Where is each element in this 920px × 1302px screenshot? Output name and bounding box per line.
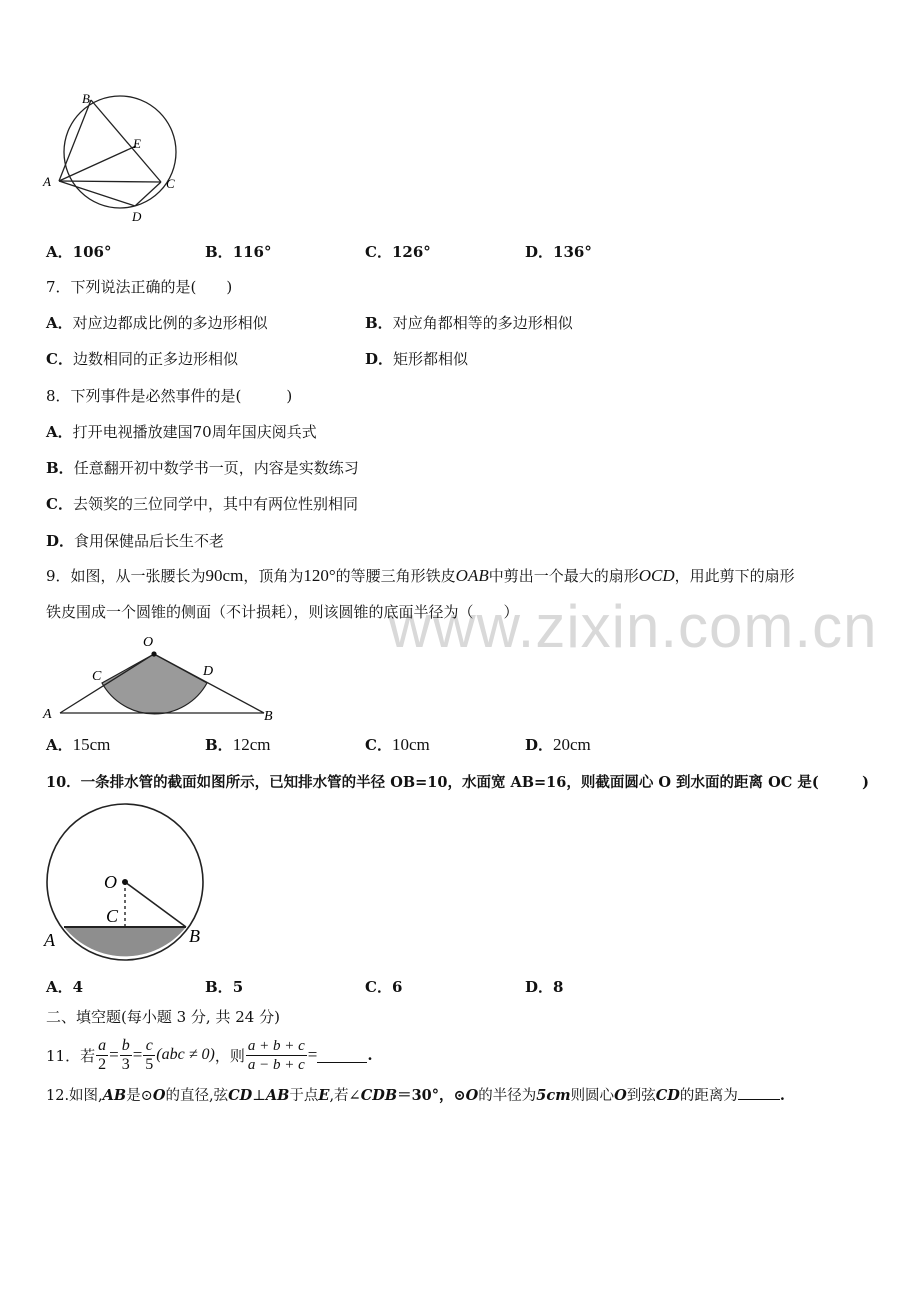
sector-figure-q9 bbox=[38, 630, 288, 730]
q9-option-d[interactable]: D．20cm bbox=[525, 735, 591, 754]
q7-option-c[interactable]: C．边数相同的正多边形相似 bbox=[46, 350, 238, 368]
q9-option-b[interactable]: B．12cm bbox=[205, 735, 271, 754]
q10-option-d[interactable]: D．8 bbox=[525, 978, 564, 996]
point-label-e: E bbox=[133, 136, 141, 151]
q8-option-a[interactable]: A．打开电视播放建国70周年国庆阅兵式 bbox=[46, 423, 317, 441]
q10-option-b[interactable]: B．5 bbox=[205, 978, 244, 996]
point-label-d: D bbox=[132, 209, 142, 224]
point-label-a: A bbox=[43, 174, 51, 189]
q8-option-d[interactable]: D．食用保健品后长生不老 bbox=[46, 532, 225, 550]
point-label-c: C bbox=[106, 906, 119, 926]
q12-stem: 12.如图,AB是⊙O的直径,弦CD⊥AB于点E,若∠CDB＝30°，⊙O的半径为5cm则圆心O到弦CD的距离为 . bbox=[46, 1087, 785, 1104]
q9-stem-line2: 铁皮围成一个圆锥的侧面（不计损耗），则该圆锥的底面半径为（ ） bbox=[46, 603, 519, 621]
point-label-b: B bbox=[189, 926, 200, 946]
q11-stem: 11．若 $\frac{a}{2}$ = $\frac{b}{3}$ = $\frac{c}{5}$ (abc ≠ 0) ，则 $\frac{a + b + c}{a - b + c}$ = . bbox=[46, 1036, 373, 1073]
q8-option-b[interactable]: B．任意翻开初中数学书一页，内容是实数练习 bbox=[46, 459, 359, 477]
point-label-b: B bbox=[82, 91, 90, 106]
section-heading-fill-blank: 二、填空题(每小题 3 分, 共 24 分) bbox=[46, 1008, 280, 1026]
q11-answer-blank[interactable] bbox=[317, 1048, 367, 1063]
q8-stem: 8．下列事件是必然事件的是( ) bbox=[46, 387, 293, 405]
point-label-o: O bbox=[143, 635, 154, 650]
circle-figure-q6 bbox=[40, 88, 190, 228]
q8-option-c[interactable]: C．去领奖的三位同学中，其中有两位性别相同 bbox=[46, 495, 358, 513]
q6-option-a[interactable]: A．106° bbox=[46, 243, 112, 261]
q9-option-a[interactable]: A．15cm bbox=[46, 735, 111, 754]
point-label-a: A bbox=[43, 707, 52, 722]
q7-option-b[interactable]: B．对应角都相等的多边形相似 bbox=[365, 314, 573, 332]
q7-option-d[interactable]: D．矩形都相似 bbox=[365, 350, 469, 368]
point-label-a: A bbox=[44, 930, 55, 950]
point-label-o: O bbox=[104, 872, 117, 892]
q10-stem: 10．一条排水管的截面如图所示，已知排水管的半径 OB=10，水面宽 AB=16，则截面圆心 O 到水面的距离 OC 是( ) bbox=[46, 774, 870, 791]
point-label-c: C bbox=[166, 176, 175, 191]
point-label-d: D bbox=[203, 664, 214, 679]
watermark: www.zixin.com.cn bbox=[388, 593, 878, 660]
q7-stem: 7．下列说法正确的是( ) bbox=[46, 278, 233, 296]
q9-stem-line1: 9．如图，从一张腰长为90cm，顶角为120°的等腰三角形铁皮OAB中剪出一个最大的扇形OCD，用此剪下的扇形 bbox=[46, 566, 795, 585]
q6-option-d[interactable]: D．136° bbox=[525, 243, 592, 261]
q9-option-c[interactable]: C．10cm bbox=[365, 735, 430, 754]
point-label-b: B bbox=[264, 709, 273, 724]
q10-option-c[interactable]: C．6 bbox=[365, 978, 403, 996]
point-label-c: C bbox=[92, 669, 102, 684]
q7-option-a[interactable]: A．对应边都成比例的多边形相似 bbox=[46, 314, 268, 332]
pipe-figure-q10 bbox=[40, 796, 210, 971]
q6-option-b[interactable]: B．116° bbox=[205, 243, 272, 261]
q6-option-c[interactable]: C．126° bbox=[365, 243, 431, 261]
q10-option-a[interactable]: A．4 bbox=[46, 978, 84, 996]
q12-answer-blank[interactable] bbox=[738, 1085, 780, 1100]
